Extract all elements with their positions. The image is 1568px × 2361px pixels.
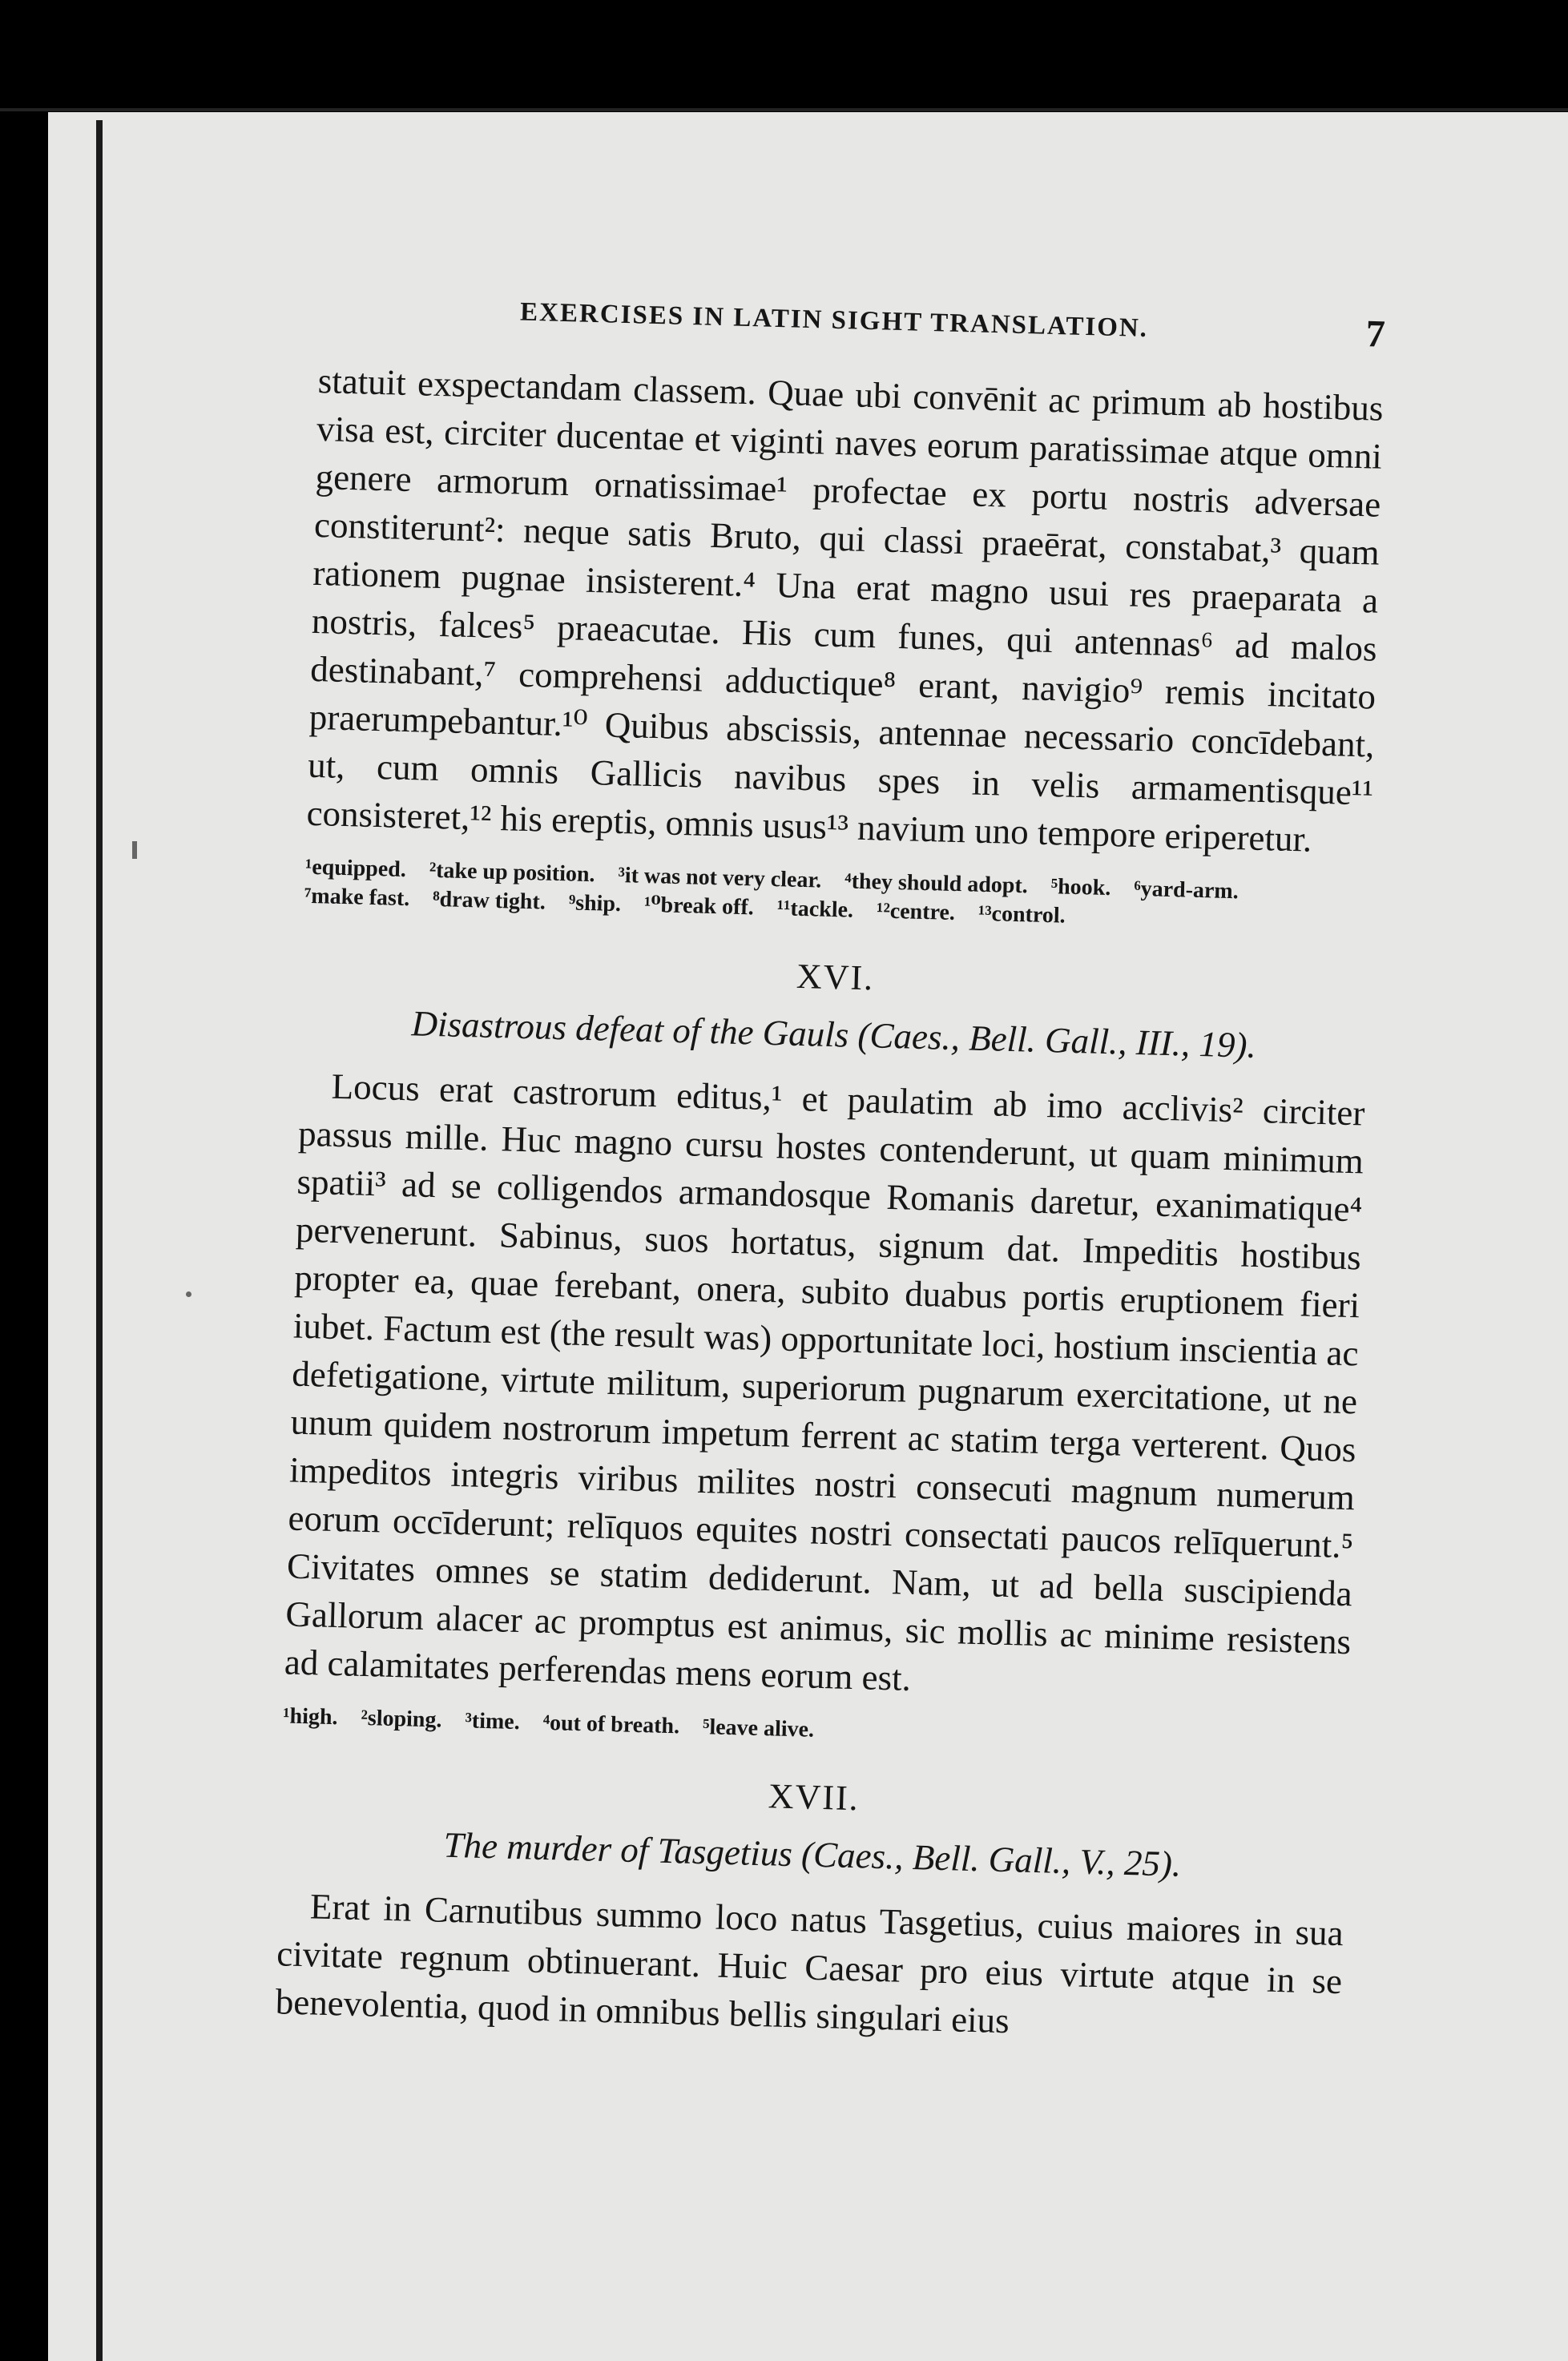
section-number: XVII. [768,1776,861,1819]
section-xvi-paragraph: Locus erat castrorum editus,¹ et paulatim ab imo acclivis² circiter passus mille. Huc magno cursu hostes contenderunt, ut quam minimum spatii³ ad se colligendos armandosque Romanis daretur, exanimatique⁴ pervenerunt. Sabinus, suos hortatus, signum dat. Impeditis hostibus propter ea, quae ferebant, onera, subito duabus portis eruptionem fieri iubet. Factum est (the result was) opportunitate loci, hostium inscientia ac defetigatione, virtute militum, superiorum pugnarum exercitatione, ut ne unum quidem nostrorum impetum ferrent ac statim terga verterent. Quos impeditos integris viribus milites nostri consecuti magnum numerum eorum occīderunt; relīquos equites nostri consectati paucos relīquerunt.⁵ Civitates omnes se statim dediderunt. Nam, ut ad bella suscipienda Gallorum alacer ac promptus est animus, sic mollis ac minime resistens ad calamitates perferendas mens eorum est. [284,1066,1366,1698]
section-xv-paragraph: statuit exspectandam classem. Quae ubi convēnit ac primum ab hostibus visa est, circiter ducentae et viginti naves eorum paratissimae atque omni genere armorum ornatissimae¹ profectae ex portu nostris adversae constiterunt²: neque satis Bruto, qui classi praeērat, constabat,³ quam rationem pugnae insisterent.⁴ Una erat magno usui res praeparata a nostris, falces⁵ praeacutae. His cum funes, qui antennas⁶ ad malos destinabant,⁷ comprehensi adductique⁸ erant, navigio⁹ remis incitato praerumpebantur.¹⁰ Quibus abscissis, antennae necessario concīdebant, ut, cum omnis Gallicis navibus spes in velis armamentisque¹¹ consisteret,¹² his ereptis, omnis usus¹³ navium uno tempore eriperetur. [306,360,1385,860]
footnote: ³it was not very clear. [618,862,822,893]
section-title: The murder of Tasgetius (Caes., Bell. Gall., V., 25). [442,1824,1182,1884]
margin-mark [132,841,137,859]
footnote: ⁴out of breath. [542,1710,680,1739]
scan-top-edge [0,108,1568,111]
footnote: ⁵leave alive. [702,1714,815,1743]
footnote: ⁸draw tight. [432,886,546,915]
footnote: ²sloping. [361,1705,442,1733]
footnote: ¹⁰break off. [643,892,755,921]
binding-gutter [96,120,103,2361]
margin-dot [186,1291,191,1297]
section-xvi-footnotes [283,1702,1348,1759]
footnote: ⁶yard-arm. [1133,876,1239,905]
running-title: EXERCISES IN LATIN SIGHT TRANSLATION. [519,297,1149,344]
section-number: XVI. [796,956,875,998]
footnote: ¹³control. [977,900,1066,929]
section-xv-footnotes [304,853,1371,939]
footnote: ²take up position. [429,857,595,888]
footnote: ⁵hook. [1050,874,1111,901]
page-number: 7 [1365,312,1386,356]
footnote: ¹equipped. [304,854,407,883]
footnote: ⁹ship. [568,890,622,917]
footnote: ³time. [465,1708,521,1735]
footnote: ¹¹tackle. [776,896,854,923]
footnote: ⁴they should adopt. [844,868,1029,899]
page-content [275,284,1385,2053]
section-title: Disastrous defeat of the Gauls (Caes., Bell. Gall., III., 19). [411,1003,1257,1066]
section-xvii-paragraph: Erat in Carnutibus summo loco natus Tasgetius, cuius maiores in sua civitate regnum obtinuerant. Huic Caesar pro eius virtute atque in se benevolentia, quod in omnibus bellis singulari eius [275,1886,1344,2041]
footnote: ⁷make fast. [304,883,410,912]
footnote: ¹²centre. [876,898,956,925]
footnote: ¹high. [282,1703,338,1730]
